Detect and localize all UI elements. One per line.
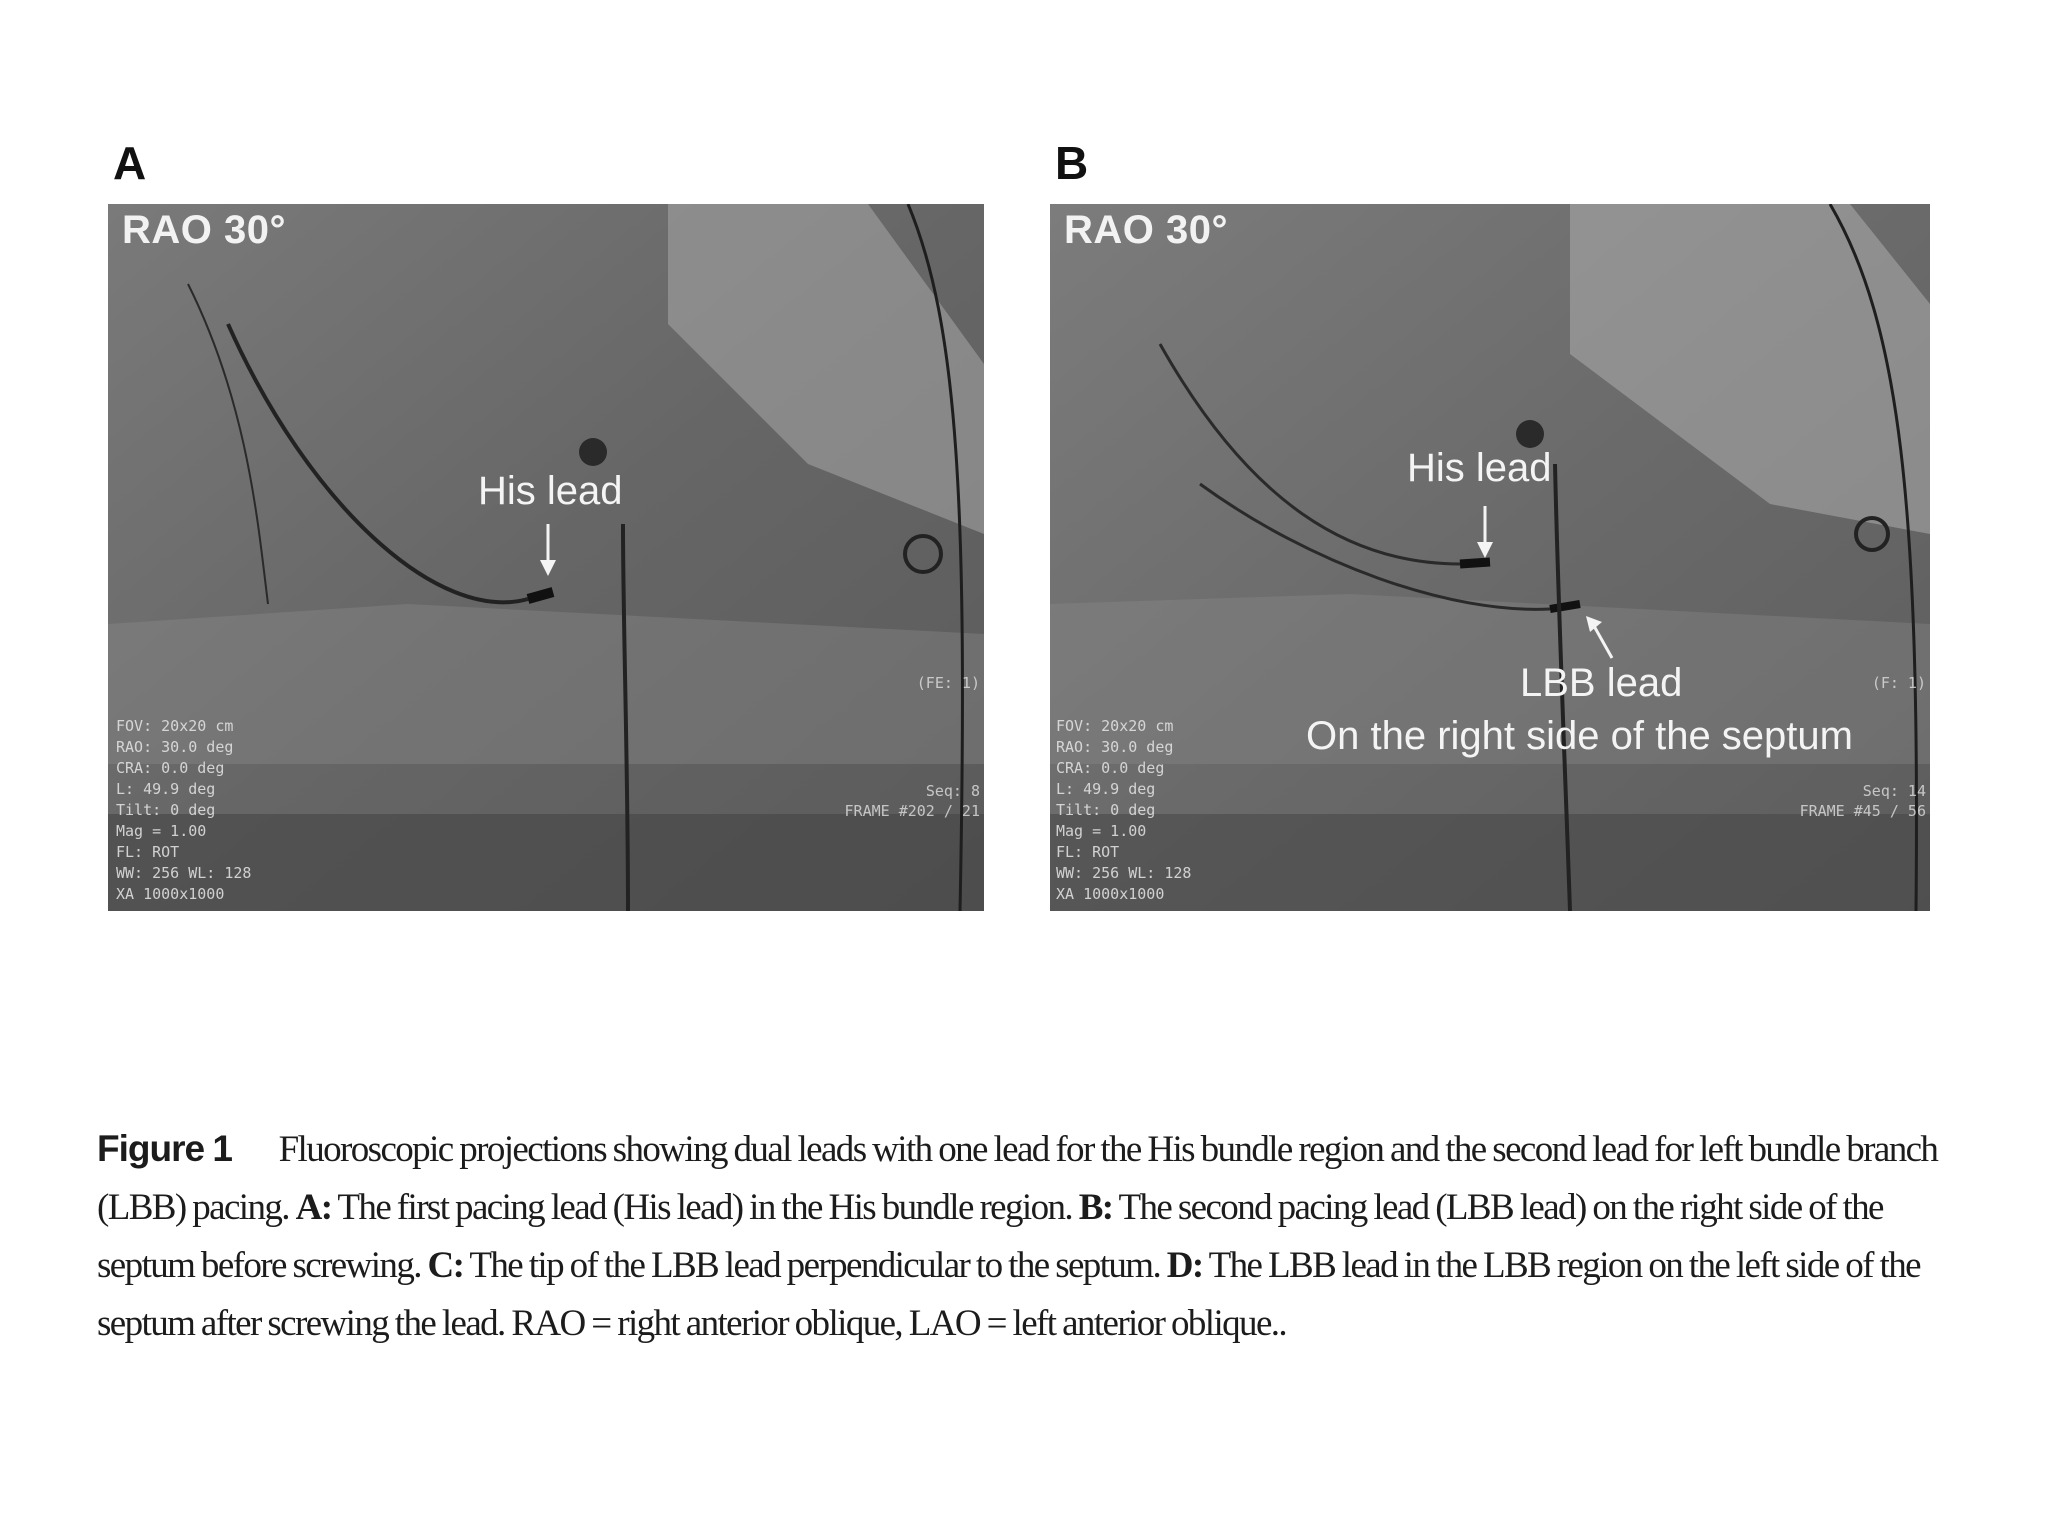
his-lead-label-a: His lead xyxy=(478,469,623,513)
side-tag-a-1: (FE: 1) xyxy=(916,674,980,692)
caption-key-c: C: xyxy=(427,1245,464,1286)
info-line: CRA: 0.0 deg xyxy=(116,759,225,777)
his-lead-label-b: His lead xyxy=(1407,446,1552,490)
fluoroscopy-image-a xyxy=(108,204,984,911)
info-line: FL: ROT xyxy=(1056,843,1120,861)
side-tag-b-3: FRAME #45 / 56 xyxy=(1799,802,1926,820)
side-tag-a-2: Seq: 8 xyxy=(925,782,980,800)
info-line: XA 1000x1000 xyxy=(1056,885,1165,903)
caption-text-c: The tip of the LBB lead perpendicular to the septum. xyxy=(469,1245,1161,1286)
lbb-lead-label-b: LBB lead xyxy=(1520,661,1683,705)
his-lead-arrow-b xyxy=(1473,506,1497,560)
info-line: Mag = 1.00 xyxy=(116,822,207,840)
panel-a-letter: A xyxy=(113,137,147,189)
info-line: FOV: 20x20 cm xyxy=(116,717,234,735)
his-lead-arrow-a xyxy=(536,524,560,578)
figure-label: Figure 1 xyxy=(97,1128,232,1169)
projection-label-b: RAO 30° xyxy=(1064,208,1228,252)
acquisition-info-b xyxy=(1056,716,1191,905)
info-line: RAO: 30.0 deg xyxy=(116,738,234,756)
caption-text-d: The LBB lead in the LBB region on the left side of the septum after screwing the lead. RAO = right anterior oblique, LAO = left anterior oblique.. xyxy=(97,1245,1920,1344)
info-line: CRA: 0.0 deg xyxy=(1056,759,1165,777)
caption-intro: Fluoroscopic projections showing dual leads with one lead for the His bundle region and the second lead for left bundle branch (LBB) pacing. xyxy=(97,1129,1938,1228)
caption-key-b: B: xyxy=(1078,1187,1113,1228)
side-tag-b-2: Seq: 14 xyxy=(1862,782,1926,800)
info-line: WW: 256 WL: 128 xyxy=(1056,864,1192,882)
fluoroscopy-image-b xyxy=(1050,204,1930,911)
lbb-lead-note-b: On the right side of the septum xyxy=(1306,714,1853,758)
acquisition-info-a xyxy=(116,716,251,905)
info-line: WW: 256 WL: 128 xyxy=(116,864,252,882)
caption-text-b: The second pacing lead (LBB lead) on the right side of the septum before screwing. xyxy=(97,1187,1883,1286)
info-line: Mag = 1.00 xyxy=(1056,822,1147,840)
info-line: FL: ROT xyxy=(116,843,180,861)
side-tag-b-1: (F: 1) xyxy=(1871,674,1926,692)
figure-caption xyxy=(97,1120,1957,1353)
info-line: RAO: 30.0 deg xyxy=(1056,738,1174,756)
caption-key-d: D: xyxy=(1166,1245,1203,1286)
lbb-lead-arrow-b xyxy=(1582,612,1622,662)
caption-key-a: A: xyxy=(295,1187,332,1228)
info-line: L: 49.9 deg xyxy=(116,780,216,798)
side-tag-a-3: FRAME #202 / 21 xyxy=(844,802,980,820)
caption-text-a: The first pacing lead (His lead) in the His bundle region. xyxy=(337,1187,1073,1228)
info-line: L: 49.9 deg xyxy=(1056,780,1156,798)
info-line: XA 1000x1000 xyxy=(116,885,225,903)
projection-label-a: RAO 30° xyxy=(122,208,286,252)
info-line: Tilt: 0 deg xyxy=(1056,801,1156,819)
panel-b-letter: B xyxy=(1055,137,1089,189)
info-line: FOV: 20x20 cm xyxy=(1056,717,1174,735)
info-line: Tilt: 0 deg xyxy=(116,801,216,819)
